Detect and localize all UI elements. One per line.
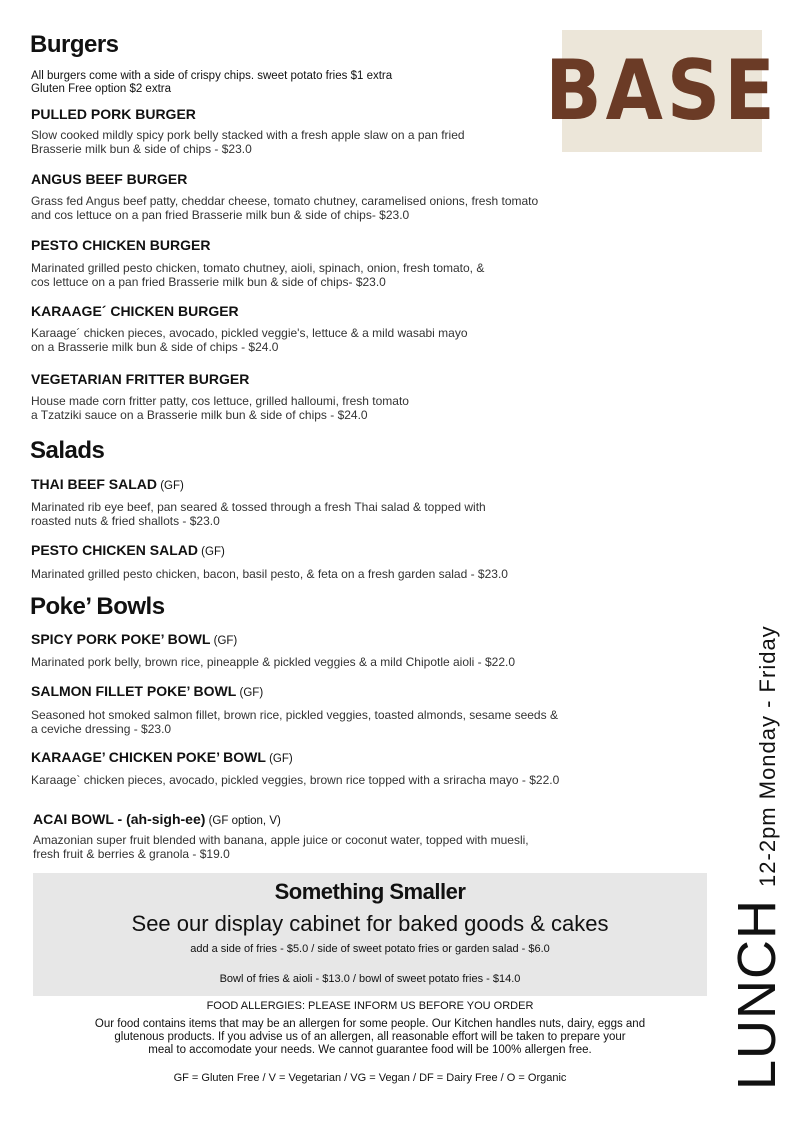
desc-line: Brasserie milk bun & side of chips - $23.0	[31, 142, 252, 156]
dietary-tag: (GF)	[197, 546, 225, 558]
desc-line: a Tzatziki sauce on a Brasserie milk bun & side of chips - $24.0	[31, 408, 368, 422]
item-name: ACAI BOWL - (ah-sigh-ee)	[33, 811, 206, 827]
desc-line: fresh fruit & berries & granola - $19.0	[33, 847, 230, 861]
desc-line: and cos lettuce on a pan fried Brasserie milk bun & side of chips- $23.0	[31, 208, 410, 222]
allergy-notice	[33, 1018, 707, 1057]
dietary-legend: GF = Gluten Free / V = Vegetarian / VG = Vegan / DF = Dairy Free / O = Organic	[173, 1072, 567, 1084]
something-smaller-title: Something Smaller	[274, 879, 466, 904]
item-desc-spicy-pork-poke-bowl	[31, 655, 691, 669]
item-name: THAI BEEF SALAD	[31, 476, 157, 492]
burgers-intro	[31, 70, 392, 96]
lunch-word: LUNCH	[727, 898, 787, 1090]
dietary-tag: (GF)	[210, 635, 238, 647]
item-title-vegetarian-fritter-burger: VEGETARIAN FRITTER BURGER	[31, 371, 250, 387]
desc-line: Marinated rib eye beef, pan seared & tossed through a fresh Thai salad & topped with	[31, 500, 486, 514]
lunch-side-title	[726, 625, 788, 1090]
desc-line: Karaage` chicken pieces, avocado, pickled veggies, brown rice topped with a sriracha mayo - $22.0	[31, 773, 560, 787]
item-desc-angus-beef-burger	[31, 194, 691, 222]
desc-line: cos lettuce on a pan fried Brasserie milk bun & side of chips- $23.0	[31, 275, 386, 289]
allergy-heading: FOOD ALLERGIES: PLEASE INFORM US BEFORE YOU ORDER	[206, 1000, 534, 1012]
item-title-thai-beef-salad	[31, 476, 184, 492]
allergy-line: meal to accomodate your needs. We cannot guarantee food will be 100% allergen free.	[148, 1044, 592, 1056]
item-desc-pesto-chicken-salad	[31, 567, 691, 581]
item-title-spicy-pork-poke-bowl	[31, 631, 237, 647]
desc-line: Marinated pork belly, brown rice, pineapple & pickled veggies & a mild Chipotle aioli - $22.0	[31, 655, 516, 669]
dietary-tag: (GF option, V)	[205, 815, 281, 827]
bowl-fries-prices: Bowl of fries & aioli - $13.0 / bowl of sweet potato fries - $14.0	[219, 973, 521, 985]
item-name: KARAAGE’ CHICKEN POKE’ BOWL	[31, 749, 266, 765]
sides-prices: add a side of fries - $5.0 / side of sweet potato fries or garden salad - $6.0	[190, 943, 550, 955]
item-desc-karaage-chicken-burger	[31, 326, 691, 354]
item-title-salmon-fillet-poke-bowl	[31, 683, 263, 699]
item-desc-thai-beef-salad	[31, 500, 691, 528]
desc-line: Marinated grilled pesto chicken, bacon, basil pesto, & feta on a fresh garden salad - $23.0	[31, 567, 508, 581]
desc-line: Marinated grilled pesto chicken, tomato chutney, aioli, spinach, onion, fresh tomato, &	[31, 261, 485, 275]
item-desc-acai-bowl	[33, 833, 693, 861]
lunch-hours: 12-2pm Monday - Friday	[755, 625, 780, 887]
item-name: SPICY PORK POKE’ BOWL	[31, 631, 211, 647]
item-title-acai-bowl	[33, 811, 281, 827]
desc-line: on a Brasserie milk bun & side of chips - $24.0	[31, 340, 279, 354]
desc-line: Amazonian super fruit blended with banana, apple juice or coconut water, topped with muesli,	[33, 833, 529, 847]
allergy-line: Our food contains items that may be an allergen for some people. Our Kitchen handles nuts, dairy, eggs and	[94, 1018, 646, 1030]
dietary-tag: (GF)	[236, 687, 264, 699]
desc-line: House made corn fritter patty, cos lettuce, grilled halloumi, fresh tomato	[31, 394, 409, 408]
allergy-line: glutenous products. If you advise us of an allergen, all reasonable effort will be taken to prepare your	[114, 1031, 626, 1043]
dietary-tag: (GF)	[157, 480, 184, 492]
desc-line: roasted nuts & fried shallots - $23.0	[31, 514, 220, 528]
desc-line: a ceviche dressing - $23.0	[31, 722, 172, 736]
item-desc-salmon-fillet-poke-bowl	[31, 708, 691, 736]
item-title-karaage-chicken-poke-bowl	[31, 749, 293, 765]
dietary-tag: (GF)	[265, 753, 293, 765]
logo-text: BASE	[545, 42, 779, 140]
item-title-pulled-pork-burger: PULLED PORK BURGER	[31, 106, 196, 122]
item-desc-pesto-chicken-burger	[31, 261, 691, 289]
desc-line: Slow cooked mildly spicy pork belly stacked with a fresh apple slaw on a pan fried	[31, 128, 465, 142]
poke-bowls-heading: Poke’ Bowls	[30, 593, 165, 620]
item-desc-pulled-pork-burger	[31, 128, 691, 156]
item-title-karaage-chicken-burger: KARAAGE´ CHICKEN BURGER	[31, 303, 239, 319]
desc-line: Seasoned hot smoked salmon fillet, brown rice, pickled veggies, toasted almonds, sesame seeds &	[31, 708, 558, 722]
display-cabinet-note: See our display cabinet for baked goods & cakes	[131, 911, 609, 936]
item-desc-karaage-chicken-poke-bowl	[31, 773, 691, 787]
item-title-angus-beef-burger: ANGUS BEEF BURGER	[31, 171, 188, 187]
burgers-heading: Burgers	[30, 31, 119, 58]
item-title-pesto-chicken-burger: PESTO CHICKEN BURGER	[31, 237, 211, 253]
something-smaller-box	[33, 873, 707, 996]
salads-heading: Salads	[30, 437, 105, 464]
item-desc-vegetarian-fritter-burger	[31, 394, 691, 422]
desc-line: Grass fed Angus beef patty, cheddar cheese, tomato chutney, caramelised onions, fresh tomato	[31, 194, 539, 208]
burgers-intro-line-2: Gluten Free option $2 extra	[31, 83, 171, 95]
burgers-intro-line-1: All burgers come with a side of crispy chips. sweet potato fries $1 extra	[31, 70, 393, 82]
item-name: SALMON FILLET POKE’ BOWL	[31, 683, 237, 699]
item-title-pesto-chicken-salad	[31, 542, 225, 558]
desc-line: Karaage´ chicken pieces, avocado, pickled veggie's, lettuce & a mild wasabi mayo	[31, 326, 468, 340]
item-name: PESTO CHICKEN SALAD	[31, 542, 198, 558]
